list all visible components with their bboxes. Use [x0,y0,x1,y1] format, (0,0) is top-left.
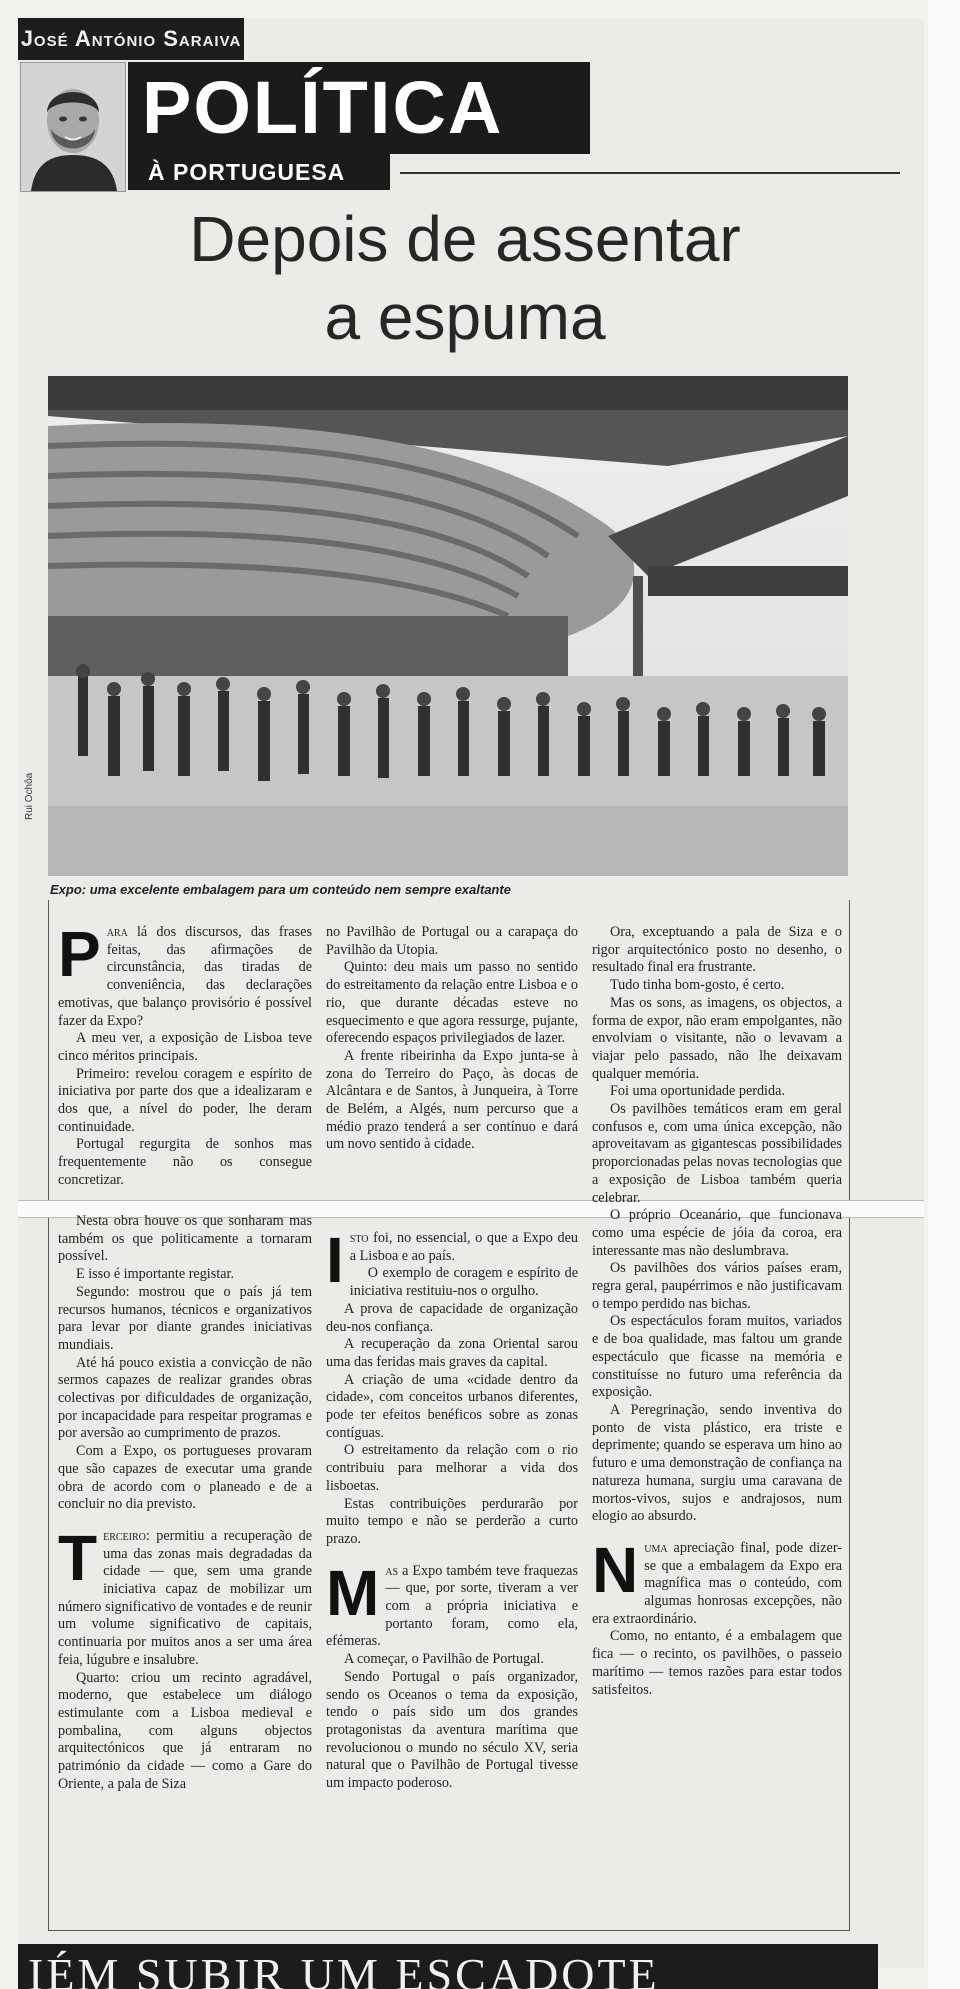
paragraph: Sendo Portugal o país organizador, sendo os Oceanos o tema da exposição, tendo o país sido um dos grandes protagonistas da aventura marítima que revolucionou o mundo no século XV, seria natural que o Pavilhão de Portugal tivesse um impacto poderoso. [326,1668,578,1792]
paragraph: Primeiro: revelou coragem e espírito de iniciativa por parte dos que a idealizaram e dos que, a nível do poder, lhe deram continuidade. [58,1065,312,1135]
header-rule [400,172,900,174]
paragraph: Estas contribuições perdurarão por muito tempo e não se perderão a curto prazo. [326,1495,578,1547]
section-subtitle: À PORTUGUESA [128,154,390,190]
author-byline: José António Saraiva [18,18,244,60]
paragraph: O exemplo de coragem e espírito de iniciativa restituiu-nos o orgulho. [349,1265,578,1300]
next-article-headline: IÉM SUBIR UM ESCADOTE [18,1944,878,1989]
paragraph: Foi uma oportunidade perdida. [610,1083,785,1100]
article-column-3 [592,924,842,1699]
article-column-1-continued [58,1213,312,1794]
paragraph: Mas os sons, as imagens, os objectos, a forma de expor, não eram empolgantes, não envolviam o visitante, não o levavam a viajar pelo passado, não lhe deixavam qualquer memória. [592,994,842,1082]
paragraph: Tudo tinha bom-gosto, é certo. [610,977,785,994]
drop-cap: N [592,1533,639,1606]
paragraph: Com a Expo, os portugueses provaram que são capazes de executar uma grande obra de acordo com o planeado e de a concluir no dia previsto. [58,1443,312,1513]
paragraph: Ora, exceptuando a pala de Siza e o rigor arquitectónico posto no desenho, o resultado final era frustrante. [592,924,842,976]
drop-cap: P [58,918,101,990]
headline [60,200,870,356]
paragraph: Quinto: deu mais um passo no sentido do estreitamento da relação entre Lisboa e o rio, que durante décadas esteve no esquecimento e que agora ressurge, pujante, oferecendo espaços privilegiados de lazer. [326,959,578,1047]
article-column-2-continued [326,1224,578,1793]
paragraph: A frente ribeirinha da Expo junta-se à zona do Terreiro do Paço, às docas de Alcântara e de Santos, à Junqueira, à Torre de Belém, a Algés, num percurso que a médio prazo tenderá a ser contínuo e dará um novo sentido à cidade. [326,1047,578,1153]
drop-cap: I [326,1224,344,1296]
paragraph: E isso é importante registar. [76,1266,234,1283]
paragraph: O próprio Oceanário, que funcionava como uma espécie de jóia da coroa, era interessante mas não deslumbrava. [592,1207,842,1259]
paragraph: Os pavilhões dos vários países eram, regra geral, paupérrimos e não justificavam o tempo perdido nas bichas. [592,1260,842,1312]
headline-line-2: a espuma [324,281,606,353]
paragraph: Os espectáculos foram muitos, variados e de boa qualidade, mas faltou um grande espectáculo que ficasse na memória e constituísse no futuro uma referência da exposição. [592,1313,842,1401]
paragraph: A meu ver, a exposição de Lisboa teve cinco méritos principais. [58,1030,312,1064]
expo-photo [48,376,848,876]
article-column-1 [58,918,312,1190]
paragraph: Portugal regurgita de sonhos mas frequentemente não os consegue concretizar. [58,1136,312,1188]
paragraph: Numa apreciação final, pode dizer-se que a embalagem da Expo era magnífica mas o conteúdo, com algumas honrosas excepções, não era extraordinário. [592,1533,842,1627]
paragraph: A criação de uma «cidade dentro da cidade», com conceitos urbanos diferentes, pode ter efeitos benéficos sobre as zonas contíguas. [326,1371,578,1441]
paragraph: Até há pouco existia a convicção de não sermos capazes de realizar grandes obras colectivas por dificuldades de organização, por incapacidade para respeitar programas e por aversão ao cumprimento de prazos. [58,1354,312,1442]
photo-caption: Expo: uma excelente embalagem para um conteúdo nem sempre exaltante [50,882,511,897]
paragraph: Mas a Expo também teve fraquezas — que, por sorte, tiveram a ver com a própria iniciativa e portanto foram, como ela, efémeras. [326,1556,578,1650]
paragraph: Isto foi, no essencial, o que a Expo deu a Lisboa e ao país. [326,1224,578,1296]
paragraph: A prova de capacidade de organização deu-nos confiança. [326,1300,578,1335]
article-column-2 [326,924,578,1154]
paragraph: no Pavilhão de Portugal ou a carapaça do Pavilhão da Utopia. [326,924,578,958]
author-portrait [20,62,126,192]
paragraph: Nesta obra houve os que sonharam mas também os que politicamente a tornaram possível. [58,1213,312,1265]
page-margin [928,0,960,1989]
drop-cap: M [326,1556,380,1629]
paragraph: A recuperação da zona Oriental sarou uma das feridas mais graves da capital. [326,1336,578,1370]
paragraph: A Peregrinação, sendo inventiva do ponto de vista plástico, era triste e deprimente; quando se esperava um hino ao futuro e uma demonstração de confiança na natureza humana, surgiu uma caravana de mortos-vivos, sujos e andrajosos, num elogio ao absurdo. [592,1401,842,1525]
paragraph: Quarto: criou um recinto agradável, moderno, que estabelece um diálogo estimulante com a Lisboa medieval e pombalina, com alguns objectos arquitectónicos que já entraram no património da cidade — como a Gare do Oriente, a pala de Siza [58,1669,312,1792]
paragraph: Terceiro: permitiu a recuperação de uma das zonas mais degradadas da cidade — que, sem uma grande iniciativa capaz de mobilizar um número significativo de vontades e de reunir um volume significativo de capitais, continuaria por muitos anos a ser uma área feia, lúgubre e insalubre. [58,1521,312,1668]
headline-line-1: Depois de assentar [189,203,741,275]
paragraph: O estreitamento da relação com o rio contribuiu para melhorar a vida dos lisboetas. [326,1442,578,1494]
paragraph: A começar, o Pavilhão de Portugal. [344,1651,544,1668]
paragraph: Segundo: mostrou que o país já tem recursos humanos, técnicos e organizativos para levar por diante grandes iniciativas mundiais. [58,1283,312,1353]
section-title: POLÍTICA [128,62,590,154]
photo-credit: Rui Ochôa [24,772,35,820]
paragraph: Os pavilhões temáticos eram em geral confusos e, com uma única excepção, não aproveitavam as gigantescas possibilidades proporcionadas pelas novas tecnologias que a exposição de Lisboa também queria celebrar. [592,1101,842,1206]
drop-cap: T [58,1521,98,1594]
paragraph: Como, no entanto, é a embalagem que fica — o recinto, os pavilhões, o passeio marítimo — temos razões para estar todos satisfeitos. [592,1628,842,1698]
paragraph: Para lá dos discursos, das frases feitas, das afirmações de circunstância, das tiradas de conveniência, das declarações emotivas, que balanço provisório é possível fazer da Expo? [58,918,312,1029]
